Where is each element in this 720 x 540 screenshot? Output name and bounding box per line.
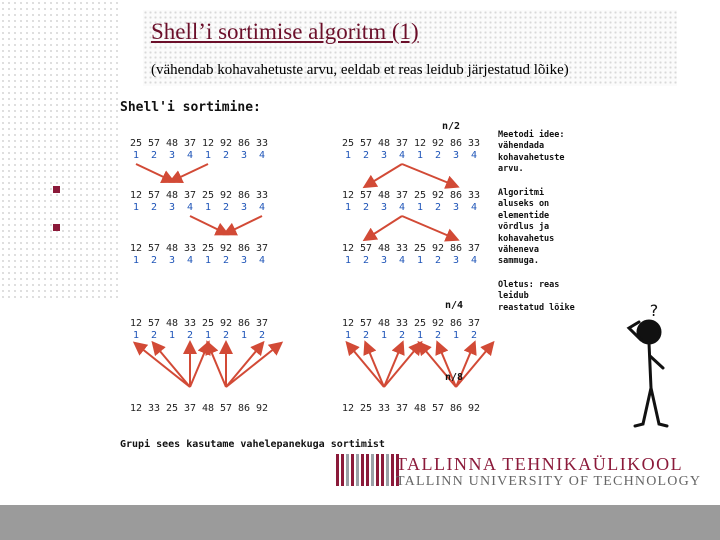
group-number: 2: [434, 150, 442, 161]
array-value: 86: [449, 318, 463, 329]
array-value: 48: [377, 138, 391, 149]
group-number: 1: [344, 202, 352, 213]
group-number: 2: [150, 150, 158, 161]
group-number: 4: [470, 150, 478, 161]
university-name-en: TALLINN UNIVERSITY OF TECHNOLOGY: [396, 474, 702, 489]
array-value: 12: [201, 138, 215, 149]
array-value: 92: [431, 243, 445, 254]
group-number: 4: [398, 255, 406, 266]
group-number: 3: [168, 202, 176, 213]
slide-title: Shell’i sortimise algoritm (1): [151, 19, 419, 44]
footer-bar: [0, 505, 720, 540]
group-number: 1: [132, 330, 140, 341]
fan-arrow: [208, 344, 226, 387]
array-value: 33: [467, 190, 481, 201]
array-value: 25: [359, 403, 373, 414]
array-value: 33: [255, 190, 269, 201]
gap-label-n8: n/8: [445, 372, 464, 383]
group-number: 4: [186, 150, 194, 161]
array-value: 25: [341, 138, 355, 149]
group-number: 1: [168, 330, 176, 341]
swap-arrow: [366, 164, 402, 186]
group-number: 2: [470, 330, 478, 341]
group-row: [127, 255, 271, 266]
array-value: 86: [237, 138, 251, 149]
array-value: 37: [395, 403, 409, 414]
array-value: 57: [359, 243, 373, 254]
array-value: 25: [201, 243, 215, 254]
gap-label-n2: n/2: [442, 121, 461, 132]
group-row: [339, 330, 483, 341]
university-logo: [336, 452, 716, 492]
array-value: 92: [431, 138, 445, 149]
array-value: 57: [359, 138, 373, 149]
array-value: 48: [377, 318, 391, 329]
array-value: 86: [449, 190, 463, 201]
value-row: [339, 243, 483, 254]
array-value: 12: [413, 138, 427, 149]
group-number: 2: [434, 255, 442, 266]
array-value: 86: [237, 190, 251, 201]
group-number: 1: [204, 202, 212, 213]
array-value: 25: [165, 403, 179, 414]
array-value: 37: [467, 318, 481, 329]
value-row: [127, 243, 271, 254]
value-row: [339, 318, 483, 329]
figure-heading: Shell'i sortimine:: [120, 100, 261, 115]
group-number: 4: [258, 150, 266, 161]
group-number: 2: [362, 150, 370, 161]
group-number: 3: [240, 202, 248, 213]
group-number: 1: [132, 202, 140, 213]
group-number: 1: [416, 255, 424, 266]
value-row: [339, 190, 483, 201]
array-value: 33: [395, 243, 409, 254]
value-row: [339, 138, 483, 149]
group-number: 4: [398, 150, 406, 161]
swap-arrow: [402, 216, 456, 239]
fan-arrow: [348, 344, 384, 387]
array-value: 86: [237, 243, 251, 254]
array-value: 12: [129, 190, 143, 201]
array-value: 12: [341, 243, 355, 254]
note-assumption: Oletus: reas leidub reastatud lõike: [498, 280, 575, 313]
group-number: 2: [222, 150, 230, 161]
array-value: 86: [237, 403, 251, 414]
group-number: 2: [222, 202, 230, 213]
group-number: 2: [222, 330, 230, 341]
fan-arrow: [384, 344, 420, 387]
array-value: 48: [165, 138, 179, 149]
array-value: 37: [395, 138, 409, 149]
array-value: 86: [237, 318, 251, 329]
array-value: 25: [201, 190, 215, 201]
array-value: 33: [147, 403, 161, 414]
swap-arrow: [402, 164, 456, 186]
array-value: 57: [219, 403, 233, 414]
group-number: 2: [150, 202, 158, 213]
array-value: 12: [129, 318, 143, 329]
group-number: 2: [150, 255, 158, 266]
group-number: 2: [398, 330, 406, 341]
group-row: [127, 330, 271, 341]
value-row: [127, 138, 271, 149]
group-number: 4: [258, 255, 266, 266]
fan-arrow: [136, 344, 190, 387]
array-value: 57: [147, 190, 161, 201]
note-algorithm-basis: Algoritmi aluseks on elementide võrdlus ja kohavahetus väheneva sammuga.: [498, 188, 555, 267]
array-value: 12: [341, 190, 355, 201]
array-value: 48: [377, 243, 391, 254]
fan-arrow: [366, 344, 384, 387]
group-number: 3: [452, 150, 460, 161]
group-row: [127, 150, 271, 161]
value-row: [127, 318, 271, 329]
group-number: 1: [344, 255, 352, 266]
array-value: 25: [413, 190, 427, 201]
group-number: 1: [132, 150, 140, 161]
array-value: 92: [431, 190, 445, 201]
array-value: 25: [413, 243, 427, 254]
group-number: 4: [470, 202, 478, 213]
array-value: 37: [183, 190, 197, 201]
group-number: 1: [416, 202, 424, 213]
array-value: 86: [449, 138, 463, 149]
array-value: 48: [165, 318, 179, 329]
shell-sort-figure: [115, 98, 659, 453]
array-value: 92: [467, 403, 481, 414]
group-number: 4: [186, 255, 194, 266]
array-value: 12: [129, 243, 143, 254]
array-value: 57: [147, 243, 161, 254]
array-value: 12: [341, 403, 355, 414]
university-name-et: TALLINNA TEHNIKAÜLIKOOL: [396, 454, 684, 474]
fan-arrow: [190, 344, 208, 387]
group-number: 3: [452, 255, 460, 266]
group-number: 1: [344, 330, 352, 341]
group-number: 3: [168, 255, 176, 266]
logo-bars-icon: [336, 454, 399, 486]
group-number: 1: [452, 330, 460, 341]
group-number: 4: [258, 202, 266, 213]
group-number: 2: [150, 330, 158, 341]
group-number: 1: [204, 150, 212, 161]
group-number: 2: [362, 330, 370, 341]
swap-arrow: [136, 164, 172, 181]
swap-arrow: [190, 216, 226, 234]
array-value: 57: [147, 318, 161, 329]
figure-footer: Grupi sees kasutame vahelepanekuga sortimist: [120, 439, 385, 450]
array-value: 33: [467, 138, 481, 149]
group-number: 3: [380, 202, 388, 213]
note-method-idea: Meetodi idee: vähendada kohavahetuste arvu.: [498, 130, 565, 175]
group-number: 2: [434, 330, 442, 341]
question-mark: ?: [649, 301, 659, 320]
group-number: 1: [240, 330, 248, 341]
array-value: 37: [255, 318, 269, 329]
slide-header: [143, 10, 677, 86]
array-value: 25: [201, 318, 215, 329]
value-row: [339, 403, 483, 414]
array-value: 57: [431, 403, 445, 414]
array-value: 48: [377, 190, 391, 201]
array-value: 37: [467, 243, 481, 254]
group-number: 2: [362, 255, 370, 266]
array-value: 33: [377, 403, 391, 414]
group-number: 1: [344, 150, 352, 161]
array-value: 57: [359, 318, 373, 329]
swap-arrow: [366, 216, 402, 239]
array-value: 86: [449, 403, 463, 414]
array-value: 48: [413, 403, 427, 414]
swap-arrow: [172, 164, 208, 181]
array-value: 12: [129, 403, 143, 414]
group-number: 1: [132, 255, 140, 266]
group-number: 2: [186, 330, 194, 341]
group-number: 2: [434, 202, 442, 213]
array-value: 48: [165, 190, 179, 201]
fan-arrow: [154, 344, 190, 387]
thinking-person-icon: [605, 298, 705, 438]
group-number: 3: [452, 202, 460, 213]
bullet-marker: [53, 186, 60, 193]
array-value: 33: [395, 318, 409, 329]
array-value: 33: [183, 243, 197, 254]
slide-subtitle: (vähendab kohavahetuste arvu, eeldab et reas leidub järjestatud lõike): [151, 62, 569, 78]
bullet-marker: [53, 224, 60, 231]
array-value: 92: [431, 318, 445, 329]
array-value: 57: [147, 138, 161, 149]
decorative-dot-pattern: [0, 0, 120, 300]
array-value: 92: [219, 318, 233, 329]
array-value: 92: [219, 190, 233, 201]
value-row: [127, 190, 271, 201]
value-row: [127, 403, 271, 414]
group-number: 3: [168, 150, 176, 161]
group-number: 3: [380, 255, 388, 266]
group-number: 4: [398, 202, 406, 213]
group-number: 4: [470, 255, 478, 266]
array-value: 57: [359, 190, 373, 201]
group-number: 2: [258, 330, 266, 341]
group-number: 4: [186, 202, 194, 213]
array-value: 48: [201, 403, 215, 414]
group-number: 1: [204, 330, 212, 341]
array-value: 25: [413, 318, 427, 329]
group-number: 3: [240, 150, 248, 161]
swap-arrow: [226, 216, 262, 234]
group-number: 1: [380, 330, 388, 341]
array-value: 12: [341, 318, 355, 329]
array-value: 37: [255, 243, 269, 254]
fan-arrow: [226, 344, 262, 387]
array-value: 48: [165, 243, 179, 254]
group-number: 1: [416, 330, 424, 341]
group-row: [127, 202, 271, 213]
group-row: [339, 150, 483, 161]
gap-label-n4: n/4: [445, 300, 464, 311]
array-value: 33: [255, 138, 269, 149]
group-number: 3: [380, 150, 388, 161]
array-value: 92: [219, 243, 233, 254]
group-row: [339, 202, 483, 213]
array-value: 33: [183, 318, 197, 329]
array-value: 92: [255, 403, 269, 414]
array-value: 25: [129, 138, 143, 149]
group-row: [339, 255, 483, 266]
fan-arrow: [226, 344, 280, 387]
group-number: 3: [240, 255, 248, 266]
array-value: 37: [183, 138, 197, 149]
group-number: 2: [222, 255, 230, 266]
group-number: 2: [362, 202, 370, 213]
fan-arrow: [384, 344, 402, 387]
array-value: 37: [183, 403, 197, 414]
array-value: 92: [219, 138, 233, 149]
array-value: 86: [449, 243, 463, 254]
group-number: 1: [416, 150, 424, 161]
array-value: 37: [395, 190, 409, 201]
group-number: 1: [204, 255, 212, 266]
